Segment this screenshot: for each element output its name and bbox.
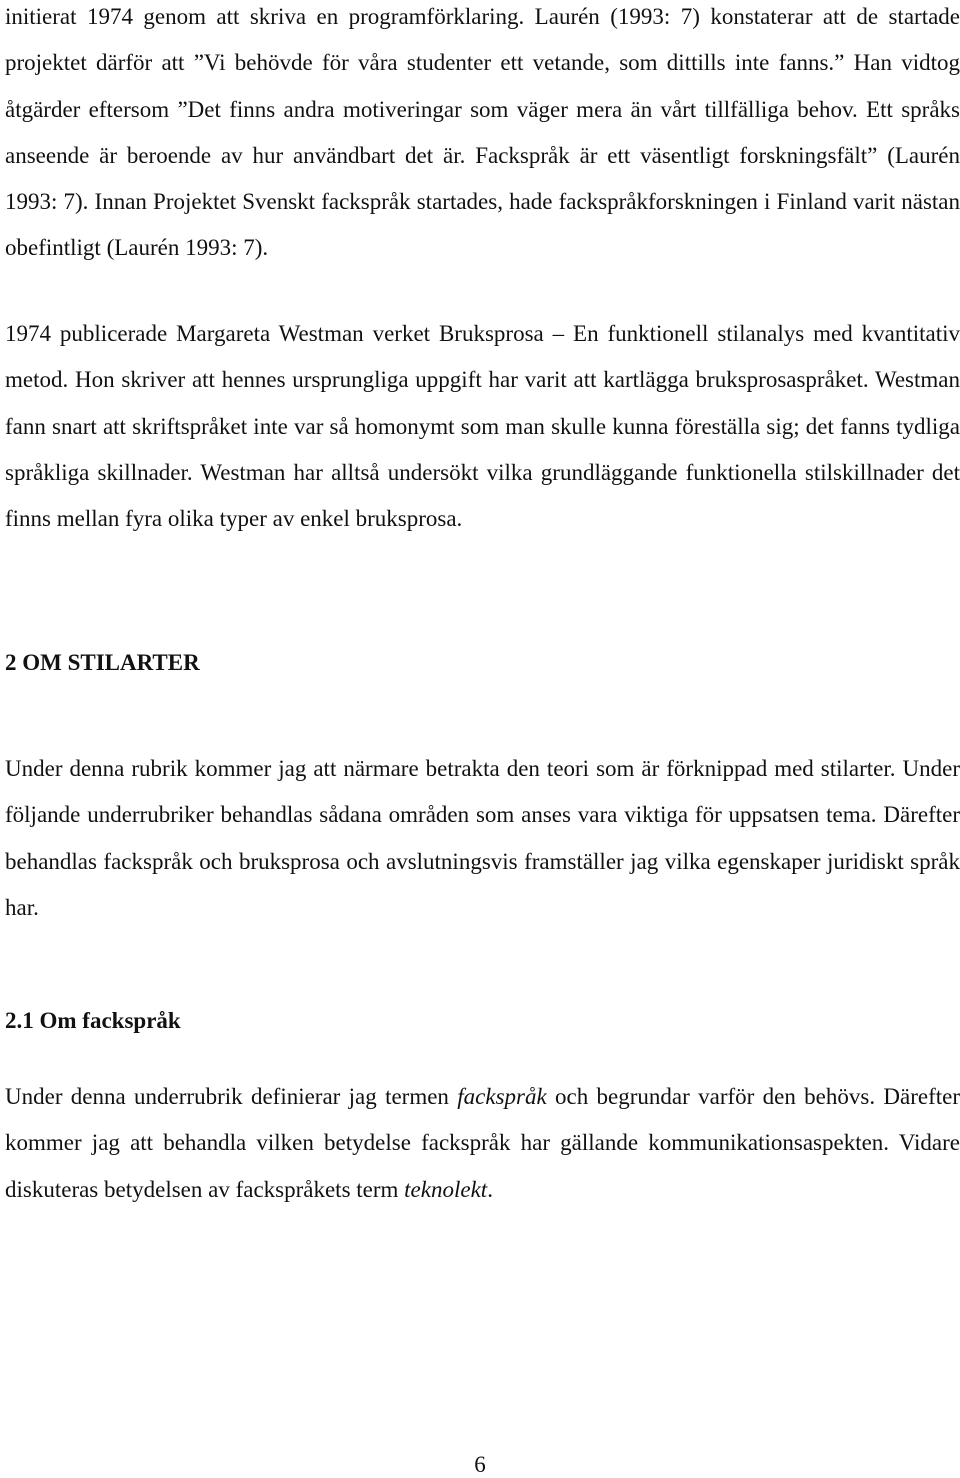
paragraph-1: initierat 1974 genom att skriva en programförklaring. Laurén (1993: 7) konstaterar att de startade projektet därför att ”Vi behövde för våra studenter ett vetande, som dittills inte fanns.” Han vidtog åtgärder eftersom ”Det finns andra motiveringar som väger mera än vårt tillfälliga behov. Ett språks anseende är beroende av hur användbart det är. Fackspråk är ett väsentligt forskningsfält” (Laurén 1993: 7). Innan Projektet Svenskt fackspråk startades, hade fackspråkforskningen i Finland varit nästan obefintligt (Laurén 1993: 7). (5, 4, 960, 261)
paragraph-4 (5, 1074, 960, 1213)
paragraph-2: 1974 publicerade Margareta Westman verket Bruksprosa – En funktionell stilanalys med kvantitativ metod. Hon skriver att hennes ursprungliga uppgift har varit att kartlägga bruksprosaspråket. Westman fann snart att skriftspråket inte var så homonymt som man skulle kunna föreställa sig; det fanns tydliga språkliga skillnader. Westman har alltså undersökt vilka grundläggande funktionella stilskillnader det finns mellan fyra olika typer av enkel bruksprosa. (5, 321, 960, 532)
subsection-heading-2-1: 2.1 Om fackspråk (5, 1008, 181, 1033)
term-teknolekt: teknolekt (404, 1176, 488, 1202)
page-number: 6 (474, 1452, 486, 1477)
paragraph-4-text-2: och begrundar varför den behövs. Därefter kommer jag att behandla vilken betydelse fackspråk har gällande kommunikationsaspekten. Vidare diskuteras betydelsen av fackspråkets term (5, 1084, 960, 1202)
paragraph-4-text-3: . (487, 1176, 493, 1202)
paragraph-3: Under denna rubrik kommer jag att närmare betrakta den teori som är förknippad med stilarter. Under följande underrubriker behandlas sådana områden som anses vara viktiga för uppsatsen tema. Därefter behandlas fackspråk och bruksprosa och avslutningsvis framställer jag vilka egenskaper juridiskt språk har. (5, 756, 960, 920)
paragraph-4-text-1: Under denna underrubrik definierar jag termen (5, 1084, 458, 1109)
term-fackspraak: fackspråk (457, 1084, 547, 1109)
section-heading-2: 2 OM STILARTER (5, 650, 200, 675)
